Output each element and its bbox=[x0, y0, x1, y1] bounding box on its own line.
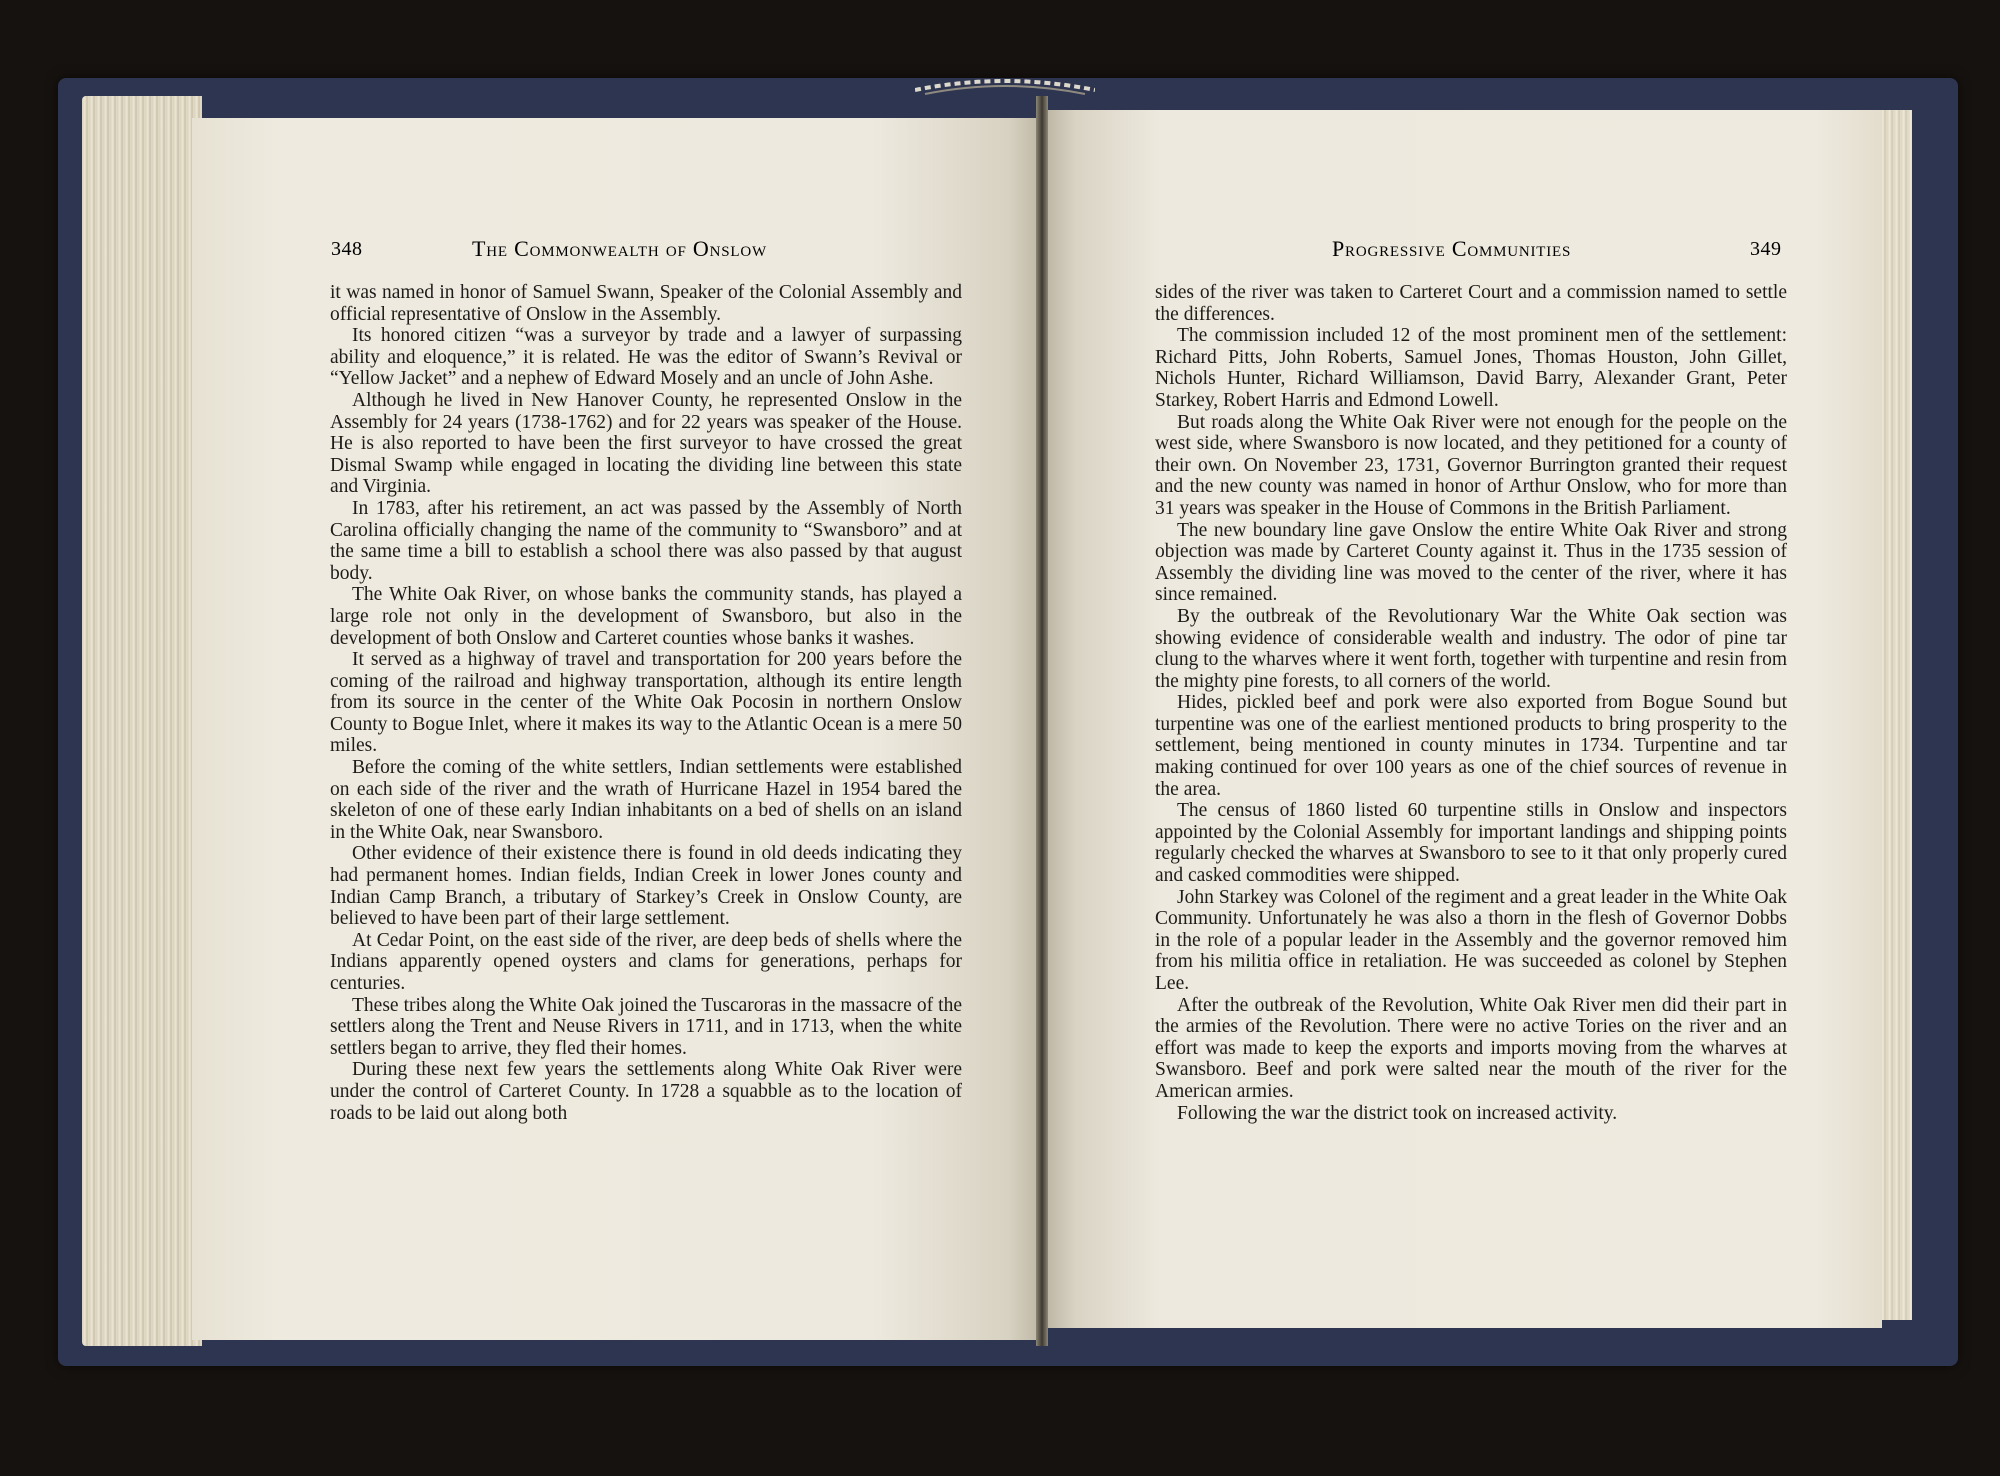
paragraph: But roads along the White Oak River were not enough for the people on the west side, where Swansboro is now located, and they petitioned for a county of their own. On November 23, 1731, Governor Burrington granted their request and the new county was named in honor of Arthur Onslow, who for more than 31 years was speaker in the House of Commons in the British Parliament. bbox=[1155, 411, 1787, 519]
paragraph: The census of 1860 listed 60 turpentine stills in Onslow and inspectors appointed by the Colonial Assembly for important landings and shipping points regularly checked the wharves at Swansboro to see to it that only properly cured and casked commodities were shipped. bbox=[1155, 800, 1787, 887]
left-page-number: 348 bbox=[331, 238, 363, 260]
paragraph: Following the war the district took on increased activity. bbox=[1177, 1102, 1618, 1124]
paragraph: sides of the river was taken to Carteret Court and a commission named to settle the differences. bbox=[1155, 282, 1787, 325]
paragraph: After the outbreak of the Revolution, White Oak River men did their part in the armies of the Revolution. There were no active Tories on the river and an effort was made to keep the exports and imports moving from the wharves at Swansboro. Beef and pork were salted near the mouth of the river for the American armies. bbox=[1155, 994, 1787, 1102]
paragraph: it was named in honor of Samuel Swann, Speaker of the Colonial Assembly and official representative of Onslow in the Assembly. bbox=[330, 282, 962, 325]
paragraph: John Starkey was Colonel of the regiment and a great leader in the White Oak Community. Unfortunately he was also a thorn in the flesh of Governor Dobbs in the role of a popular leader in the Assembly and the governor removed him from his militia office in retaliation. He was succeeded as colonel by Stephen Lee. bbox=[1155, 886, 1787, 994]
paragraph: The new boundary line gave Onslow the entire White Oak River and strong objection was made by Carteret County against it. Thus in the 1735 session of Assembly the dividing line was moved to the center of the river, where it has since remained. bbox=[1155, 519, 1787, 606]
right-page-number: 349 bbox=[1750, 238, 1782, 260]
book-gutter bbox=[1036, 96, 1048, 1346]
paragraph: During these next few years the settlements along White Oak River were under the control of Carteret County. In 1728 a squabble as to the location of roads to be laid out along both bbox=[330, 1059, 962, 1124]
paragraph: The commission included 12 of the most prominent men of the settlement: Richard Pitts, John Roberts, Samuel Jones, Thomas Houston, John Gillet, Nichols Hunter, Richard Williamson, David Barry, Alexander Grant, Peter Starkey, Robert Harris and Edmond Lowell. bbox=[1155, 325, 1787, 411]
paragraph: Other evidence of their existence there is found in old deeds indicating they had permanent homes. Indian fields, Indian Creek in lower Jones county and Indian Camp Branch, a tributary of Starkey’s Creek in Onslow County, are believed to have been part of their large settlement. bbox=[330, 843, 962, 930]
paragraph: Hides, pickled beef and pork were also exported from Bogue Sound but turpentine was one of the earliest mentioned products to bring prosperity to the settlement, being mentioned in county minutes in 1734. Turpentine and tar making continued for over 100 years as one of the chief sources of revenue in the area. bbox=[1155, 692, 1787, 800]
paragraph: At Cedar Point, on the east side of the river, are deep beds of shells where the Indians apparently opened oysters and clams for generations, perhaps for centuries. bbox=[330, 929, 962, 994]
paragraph: Its honored citizen “was a surveyor by trade and a lawyer of surpassing ability and eloquence,” it is related. He was the editor of Swann’s Revival or “Yellow Jacket” and a nephew of Edward Mosely and an uncle of John Ashe. bbox=[330, 325, 962, 390]
right-page-text bbox=[1155, 282, 1787, 1124]
left-page-text bbox=[330, 282, 962, 1124]
page-edges-right bbox=[1880, 110, 1912, 1320]
right-running-title: Progressive Communities bbox=[1332, 236, 1572, 261]
binding-stitch bbox=[915, 72, 1095, 100]
left-running-title: The Commonwealth of Onslow bbox=[472, 236, 767, 261]
page-edges-left bbox=[82, 96, 202, 1346]
paragraph: The White Oak River, on whose banks the community stands, has played a large role not only in the development of Swansboro, but also in the development of both Onslow and Carteret counties whose banks it washes. bbox=[330, 584, 962, 649]
paragraph: Although he lived in New Hanover County, he represented Onslow in the Assembly for 24 years (1738-1762) and for 22 years was speaker of the House. He is also reported to have been the first surveyor to have crossed the great Dismal Swamp while engaged in locating the dividing line between this state and Virginia. bbox=[330, 389, 962, 498]
paragraph: In 1783, after his retirement, an act was passed by the Assembly of North Carolina officially changing the name of the community to “Swansboro” and at the same time a bill to establish a school there was also passed by that august body. bbox=[330, 497, 962, 584]
paragraph: It served as a highway of travel and transportation for 200 years before the coming of the railroad and highway transportation, although its entire length from its source in the center of the White Oak Pocosin in northern Onslow County to Bogue Inlet, where it makes its way to the Atlantic Ocean is a mere 50 miles. bbox=[330, 649, 962, 757]
paragraph: Before the coming of the white settlers, Indian settlements were established on each side of the river and the wrath of Hurricane Hazel in 1954 bared the skeleton of one of these early Indian inhabitants on a bed of shells on an island in the White Oak, near Swansboro. bbox=[330, 757, 962, 843]
paragraph: These tribes along the White Oak joined the Tuscaroras in the massacre of the settlers along the Trent and Neuse Rivers in 1711, and in 1713, when the white settlers began to arrive, they fled their homes. bbox=[330, 994, 962, 1059]
paragraph: By the outbreak of the Revolutionary War the White Oak section was showing evidence of considerable wealth and industry. The odor of pine tar clung to the wharves where it went forth, together with turpentine and resin from the mighty pine forests, to all corners of the world. bbox=[1155, 605, 1787, 692]
